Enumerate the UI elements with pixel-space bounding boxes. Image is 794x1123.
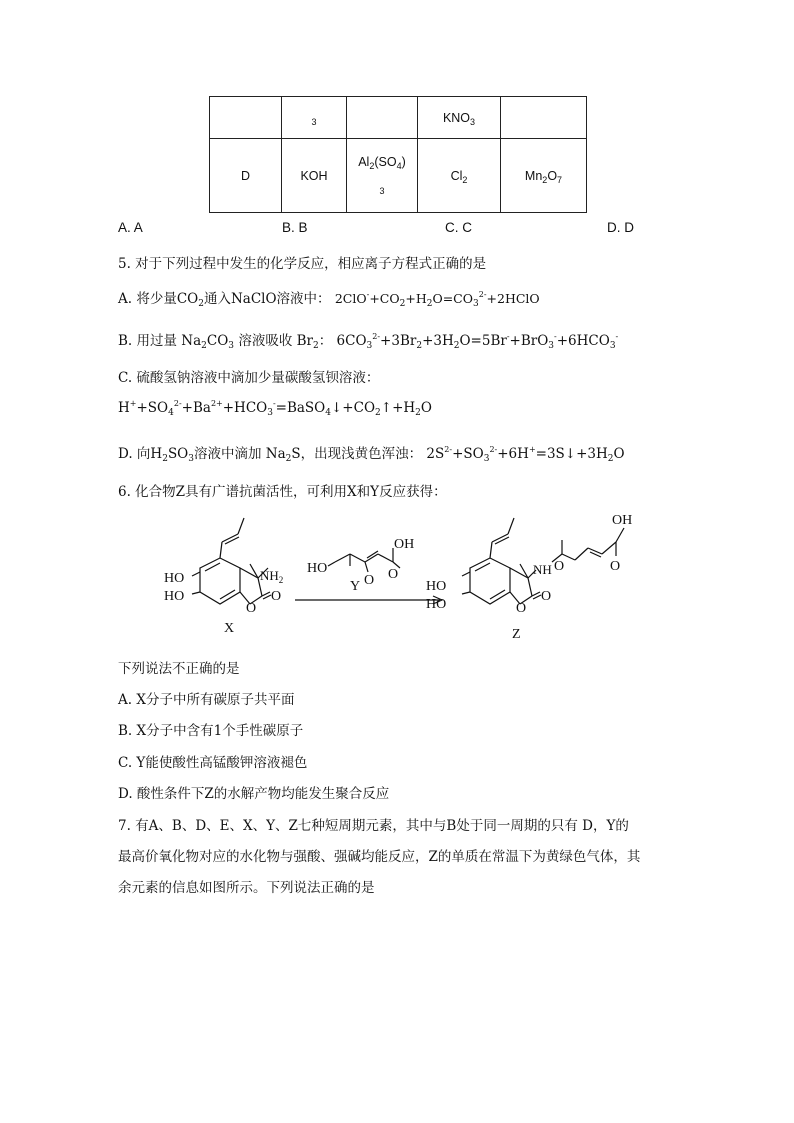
svg-text:O: O — [388, 567, 399, 582]
reaction-scheme — [150, 508, 650, 648]
reagent-table — [209, 96, 587, 213]
table-cell: $Cl_2$ — [418, 139, 501, 213]
svg-text:O: O — [610, 559, 621, 574]
svg-text:HO: HO — [164, 589, 185, 604]
svg-text:HO: HO — [426, 597, 447, 612]
q6-stem: 6. 化合物Z具有广谱抗菌活性，可利用X和Y反应获得： — [118, 484, 447, 500]
label-x: X — [224, 621, 235, 636]
q5-option-d: D. 向$H_2SO_3$溶液中滴加 $Na_2S$，出现浅黄色浑浊： $2S^{2-}+SO_3^{2-}+6H^+=3S↓+3H_2O$ — [118, 445, 625, 464]
q7-line1: 7. 有A、B、D、E、X、Y、Z七种短周期元素，其中与B处于同一周期的只有 D，Y的 — [118, 818, 629, 834]
svg-text:HO: HO — [164, 571, 185, 586]
option-b: B. B — [282, 220, 308, 235]
q6-option-a: A. X分子中所有碳原子共平面 — [118, 692, 295, 708]
option-d: D. D — [607, 220, 634, 235]
svg-text:O: O — [271, 589, 282, 604]
table-cell — [347, 97, 418, 139]
q6-option-b: B. X分子中含有1个手性碳原子 — [118, 723, 304, 739]
table-cell — [501, 97, 587, 139]
option-a: A. A — [118, 220, 143, 235]
q6-ask: 下列说法不正确的是 — [118, 661, 240, 677]
q5-option-b: B. 用过量 $Na_2CO_3$ 溶液吸收 $Br_2$： $6CO_3^{2-}+3Br_2+3H_2O=5Br^-+BrO_3^-+6HCO_3^-$ — [118, 332, 619, 351]
svg-text:O: O — [554, 559, 565, 574]
table-cell: $Mn_2O_7$ — [501, 139, 587, 213]
q5-option-c: C. 硫酸氢钠溶液中滴加少量碳酸氢钡溶液： — [118, 370, 380, 386]
label-z: Z — [512, 627, 521, 642]
q5-option-c-equation: $H^++SO_4^{2-}+Ba^{2+}+HCO_3^-=BaSO_4↓+CO_2↑+H_2O$ — [118, 399, 432, 418]
q5-option-a: A. 将少量$CO_2$通入NaClO溶液中： $2ClO^-+CO_2+H_2O=CO_3^{2-}+2HClO$ — [118, 290, 540, 309]
table-cell: KOH — [282, 139, 347, 213]
q6-option-c: C. Y能使酸性高锰酸钾溶液褪色 — [118, 755, 308, 771]
table-cell — [210, 97, 282, 139]
svg-text:OH: OH — [612, 513, 633, 528]
option-c: C. C — [445, 220, 472, 235]
q5-stem: 5. 对于下列过程中发生的化学反应，相应离子方程式正确的是 — [118, 256, 487, 272]
svg-text:HO: HO — [307, 561, 328, 576]
svg-text:O: O — [516, 601, 527, 616]
table-cell: $KNO_3$ — [418, 97, 501, 139]
svg-text:NH2: $NH_2$ — [260, 568, 284, 585]
svg-text:O: O — [246, 601, 257, 616]
q7-line2: 最高价氧化物对应的水化物与强酸、强碱均能反应，Z的单质在常温下为黄绿色气体，其 — [118, 849, 641, 865]
table-row — [210, 97, 587, 139]
table-row — [210, 139, 587, 213]
svg-text:NH: NH — [533, 562, 552, 577]
label-y: Y — [350, 579, 361, 594]
q7-line3: 余元素的信息如图所示。下列说法正确的是 — [118, 880, 375, 896]
table-cell: 3 — [282, 97, 347, 139]
table-cell: D — [210, 139, 282, 213]
svg-text:OH: OH — [394, 537, 415, 552]
svg-text:O: O — [364, 573, 375, 588]
table-cell: $Al_2(SO_4)$ 3 — [347, 139, 418, 213]
svg-text:HO: HO — [426, 579, 447, 594]
svg-text:O: O — [541, 589, 552, 604]
q6-option-d: D. 酸性条件下Z的水解产物均能发生聚合反应 — [118, 786, 390, 802]
